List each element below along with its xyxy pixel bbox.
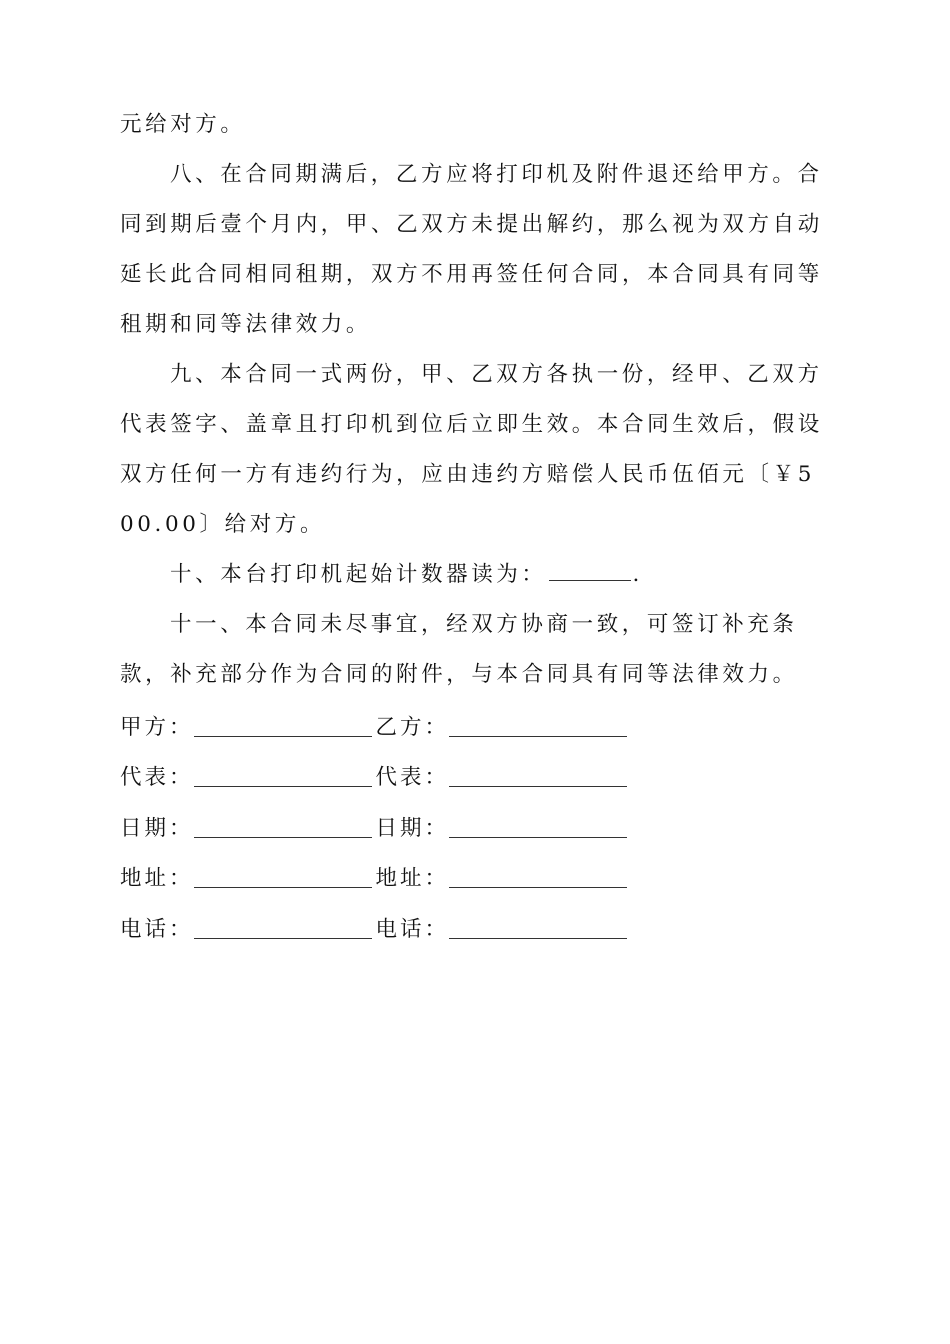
party-b-blank-line [449,714,627,737]
signature-row-representative [120,751,832,802]
address-a-label: 地址： [120,866,194,892]
rep-b-label: 代表： [375,765,450,791]
address-b-label: 地址： [375,866,450,892]
party-a-blank-line [194,714,372,737]
address-a-cell [120,861,376,892]
party-a-label: 甲方： [120,714,194,740]
clause-10 [120,550,832,600]
address-a-blank-line [194,865,372,888]
clause-11: 十一、本合同未尽事宜，经双方协商一致，可签订补充条款，补充部分作为合同的附件，与本合同具有同等法律效力。 [120,612,798,687]
date-a-cell [120,811,376,842]
date-b-blank-line [449,815,627,838]
clause-10-text: 十、本台打印机起始计数器读为： [170,562,547,587]
phone-a-cell [120,912,376,943]
party-b-cell [376,710,632,741]
paragraph-continuation: 元给对方。 [120,112,246,137]
rep-a-label: 代表： [120,765,194,791]
counter-blank-line [549,558,631,581]
contract-page [120,100,832,953]
rep-a-blank-line [194,764,372,787]
address-b-cell [376,861,632,892]
phone-a-label: 电话： [120,916,194,942]
signature-row-phone [120,902,832,953]
rep-b-cell [376,760,632,791]
party-b-label: 乙方： [375,714,450,740]
date-b-label: 日期： [375,815,450,841]
signature-row-party [120,700,832,751]
address-b-blank-line [449,865,627,888]
date-b-cell [376,811,632,842]
party-a-cell [120,710,376,741]
phone-b-label: 电话： [375,916,450,942]
signature-block [120,700,832,953]
signature-row-date [120,801,832,852]
clause-8: 八、在合同期满后，乙方应将打印机及附件退还给甲方。合同到期后壹个月内，甲、乙双方未提出解约，那么视为双方自动延长此合同相同租期，双方不用再签任何合同，本合同具有同等租期和同等法律效力。 [120,162,823,337]
rep-a-cell [120,760,376,791]
date-a-label: 日期： [120,815,194,841]
signature-row-address [120,852,832,903]
clause-10-period: . [632,562,643,587]
phone-b-cell [376,912,632,943]
phone-b-blank-line [449,916,627,939]
clause-9: 九、本合同一式两份，甲、乙双方各执一份，经甲、乙双方代表签字、盖章且打印机到位后立即生效。本合同生效后，假设双方任何一方有违约行为，应由违约方赔偿人民币伍佰元〔￥500.00〕给对方。 [120,362,823,537]
rep-b-blank-line [449,764,627,787]
date-a-blank-line [194,815,372,838]
phone-a-blank-line [194,916,372,939]
